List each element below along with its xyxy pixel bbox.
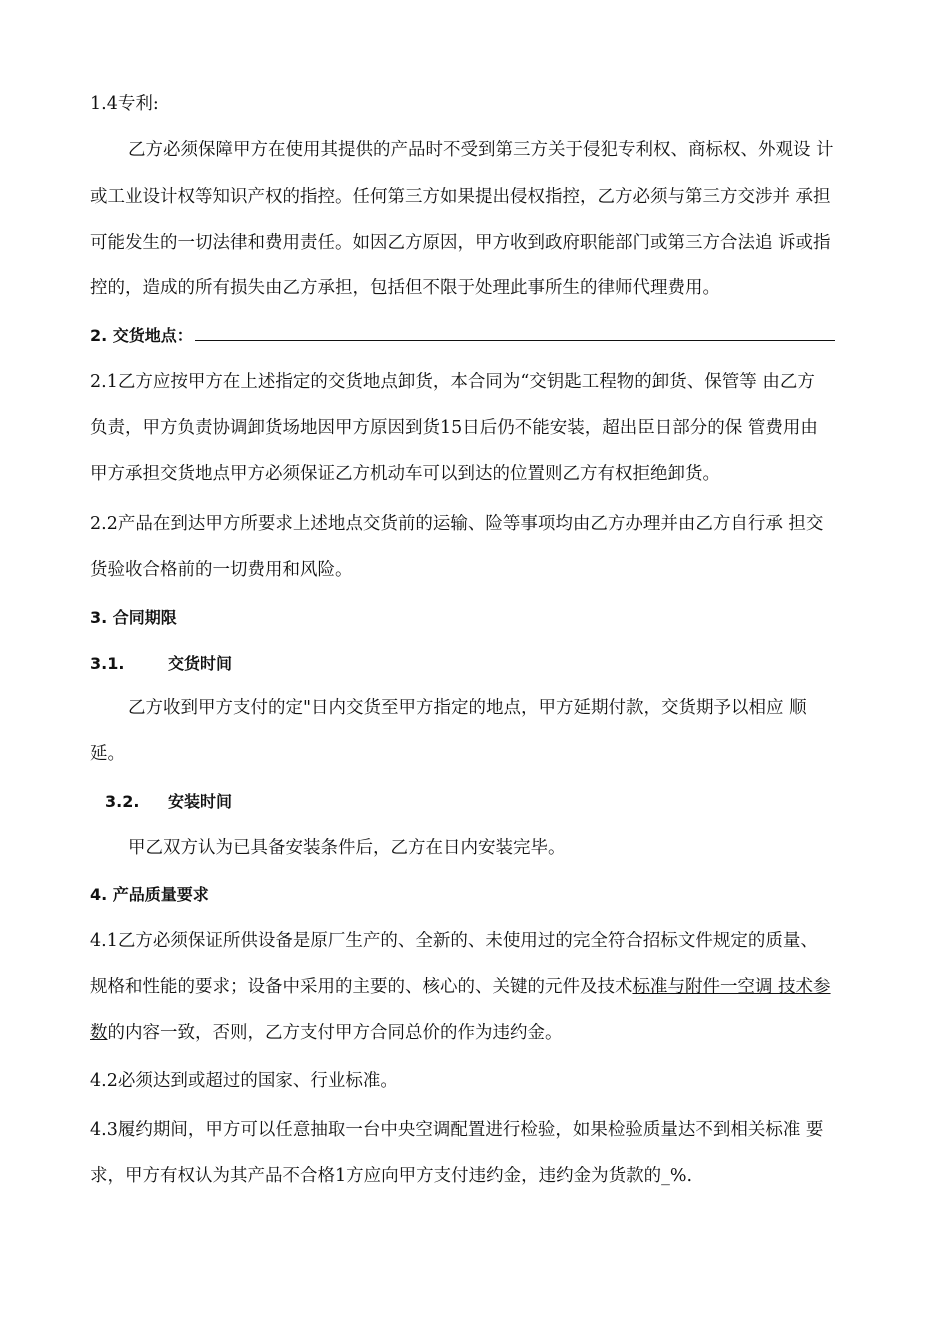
paragraph-line: 可能发生的一切法律和费用责任。如因乙方原因，甲方收到政府职能部门或第三方合法追 诉或指 [90,233,831,253]
section-3-heading: 3. 合同期限 [90,608,177,627]
subsection-title: 交货时间 [168,654,233,673]
paragraph-line: 2.2产品在到达甲方所要求上述地点交货前的运输、险等事项均由乙方办理并由乙方自行承 担交 [90,514,824,534]
paragraph-line: 2.1乙方应按甲方在上述指定的交货地点卸货，本合同为“交钥匙工程物的卸货、保管等 由乙方 [90,372,815,392]
paragraph-line: 4.1乙方必须保证所供设备是原厂生产的、全新的、未使用过的完全符合招标文件规定的质量、 [90,931,818,951]
underlined-reference: 标准与附件一空调 技术参 [632,977,831,997]
delivery-location-blank [195,322,835,341]
subsection-number: 3.1. [90,654,125,673]
text-segment: 规格和性能的要求；设备中采用的主要的、核心的、关键的元件及技术 [90,977,633,997]
paragraph-line: 控的，造成的所有损失由乙方承担，包括但不限于处理此事所生的律师代理费用。 [90,278,720,298]
paragraph-line: 或工业设计权等知识产权的指控。任何第三方如果提出侵权指控，乙方必须与第三方交涉并 承担 [90,187,831,207]
paragraph-line: 甲乙双方认为已具备安装条件后，乙方在日内安装完毕。 [128,838,566,858]
paragraph-line: 货验收合格前的一切费用和风险。 [90,560,353,580]
section-4-heading: 4. 产品质量要求 [90,885,209,904]
paragraph-line: 乙方收到甲方支付的定"日内交货至甲方指定的地点，甲方延期付款，交货期予以相应 顺 [128,698,807,718]
paragraph-line: 4.3履约期间，甲方可以任意抽取一台中央空调配置进行检验，如果检验质量达不到相关标准 要 [90,1120,824,1140]
section-2-heading [90,322,910,350]
paragraph-line: 4.2必须达到或超过的国家、行业标准。 [90,1071,398,1091]
text-segment: 的内容一致，否则，乙方支付甲方合同总价的作为违约金。 [107,1023,563,1043]
subsection-3-1-heading [90,650,910,678]
section-2-heading-text: 2. 交货地点： [90,326,193,345]
paragraph-line [90,1019,910,1047]
section-1-4-heading: 1.4专利: [90,94,159,114]
subsection-3-2-heading [105,788,925,816]
subsection-number: 3.2. [105,792,140,811]
paragraph-line: 甲方承担交货地点甲方必须保证乙方机动车可以到达的位置则乙方有权拒绝卸货。 [90,464,720,484]
subsection-title: 安装时间 [168,792,233,811]
paragraph-line [90,973,910,1001]
paragraph-line: 求，甲方有权认为其产品不合格1方应向甲方支付违约金，违约金为货款的_%. [90,1166,693,1186]
underlined-reference: 数 [90,1023,108,1043]
paragraph-line: 负责，甲方负责协调卸货场地因甲方原因到货15日后仍不能安装，超出臣日部分的保 管费用由 [90,418,818,438]
paragraph-line: 延。 [90,744,125,764]
paragraph-line: 乙方必须保障甲方在使用其提供的产品时不受到第三方关于侵犯专利权、商标权、外观设 计 [128,140,834,160]
